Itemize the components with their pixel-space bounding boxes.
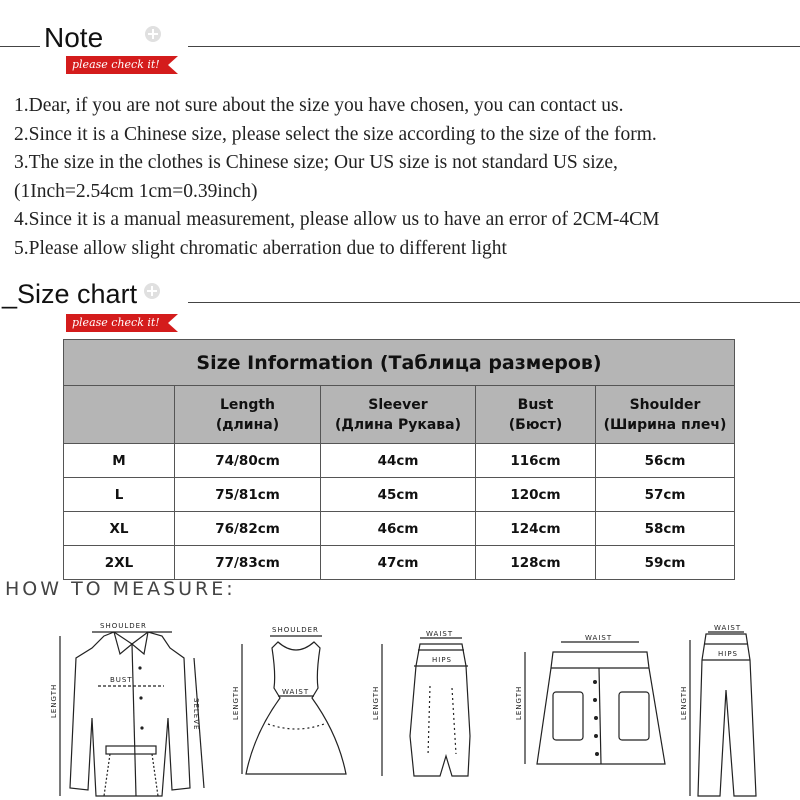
sleeve-label: SELEVE bbox=[192, 698, 200, 731]
length-label: LENGTH bbox=[372, 685, 380, 720]
length-label: LENGTH bbox=[50, 683, 58, 718]
note-line: 1.Dear, if you are not sure about the size you have chosen, you can contact us. bbox=[14, 95, 624, 116]
button-skirt-measure-diagram bbox=[515, 630, 675, 800]
hips-label: HIPS bbox=[432, 656, 452, 664]
size-cell: 2XL bbox=[64, 546, 175, 580]
size-chart-rule bbox=[188, 302, 800, 303]
bust-cell: 120cm bbox=[476, 478, 596, 512]
size-table-header-row bbox=[64, 386, 735, 444]
how-to-measure-title: HOW TO MEASURE: bbox=[5, 578, 236, 600]
plus-icon bbox=[145, 26, 161, 42]
shoulder-label: SHOULDER bbox=[272, 626, 319, 634]
note-list bbox=[14, 92, 794, 263]
note-rule-right bbox=[188, 46, 800, 47]
bust-cell: 124cm bbox=[476, 512, 596, 546]
size-table-title: Size Information (Таблица размеров) bbox=[64, 340, 735, 386]
column-header: Sleever (Длина Рукава) bbox=[321, 386, 476, 444]
skirt-measure-diagram bbox=[370, 626, 490, 800]
note-check-badge: please check it! bbox=[66, 56, 168, 74]
note-title: Note bbox=[44, 22, 104, 53]
bust-label: BUST bbox=[110, 676, 133, 684]
hips-label: HIPS bbox=[718, 650, 738, 658]
column-header: Length (длина) bbox=[175, 386, 321, 444]
sleeve-cell: 47cm bbox=[321, 546, 476, 580]
length-label: LENGTH bbox=[515, 685, 523, 720]
note-line: 2.Since it is a Chinese size, please select the size according to the size of the form. bbox=[14, 123, 657, 145]
sleeve-cell: 46cm bbox=[321, 512, 476, 546]
table-row bbox=[64, 512, 735, 546]
shoulder-cell: 57cm bbox=[596, 478, 735, 512]
note-line: 5.Please allow slight chromatic aberration due to different light bbox=[14, 237, 507, 259]
length-cell: 76/82cm bbox=[175, 512, 321, 546]
bust-cell: 128cm bbox=[476, 546, 596, 580]
shoulder-cell: 58cm bbox=[596, 512, 735, 546]
length-cell: 77/83cm bbox=[175, 546, 321, 580]
note-rule-left bbox=[0, 46, 40, 47]
table-row bbox=[64, 478, 735, 512]
size-cell: XL bbox=[64, 512, 175, 546]
waist-label: WAIST bbox=[426, 630, 454, 638]
column-header: Bust (Бюст) bbox=[476, 386, 596, 444]
waist-label: WAIST bbox=[585, 634, 613, 642]
shoulder-label: SHOULDER bbox=[100, 622, 147, 630]
size-chart-title: _Size chart bbox=[2, 279, 138, 309]
table-row bbox=[64, 546, 735, 580]
bust-cell: 116cm bbox=[476, 444, 596, 478]
length-cell: 75/81cm bbox=[175, 478, 321, 512]
note-line: 4.Since it is a manual measurement, please allow us to have an error of 2CM-4CM bbox=[14, 209, 660, 230]
sleeve-cell: 44cm bbox=[321, 444, 476, 478]
column-header: Shoulder (Ширина плеч) bbox=[596, 386, 735, 444]
length-label: LENGTH bbox=[232, 685, 240, 720]
note-line: 3.The size in the clothes is Chinese size; Our US size is not standard US size, bbox=[14, 152, 618, 173]
length-label: LENGTH bbox=[680, 685, 688, 720]
dress-measure-diagram bbox=[228, 624, 348, 800]
column-header bbox=[64, 386, 175, 444]
shoulder-cell: 56cm bbox=[596, 444, 735, 478]
waist-label: WAIST bbox=[282, 688, 310, 696]
shoulder-cell: 59cm bbox=[596, 546, 735, 580]
size-cell: L bbox=[64, 478, 175, 512]
waist-label: WAIST bbox=[714, 624, 742, 632]
sleeve-cell: 45cm bbox=[321, 478, 476, 512]
table-row bbox=[64, 444, 735, 478]
note-line: (1Inch=2.54cm 1cm=0.39inch) bbox=[14, 180, 258, 202]
size-cell: M bbox=[64, 444, 175, 478]
shirt-measure-diagram bbox=[44, 618, 214, 800]
plus-icon bbox=[144, 283, 160, 299]
length-cell: 74/80cm bbox=[175, 444, 321, 478]
size-table bbox=[63, 339, 735, 580]
pants-measure-diagram bbox=[678, 620, 788, 800]
size-chart-check-badge: please check it! bbox=[66, 314, 168, 332]
